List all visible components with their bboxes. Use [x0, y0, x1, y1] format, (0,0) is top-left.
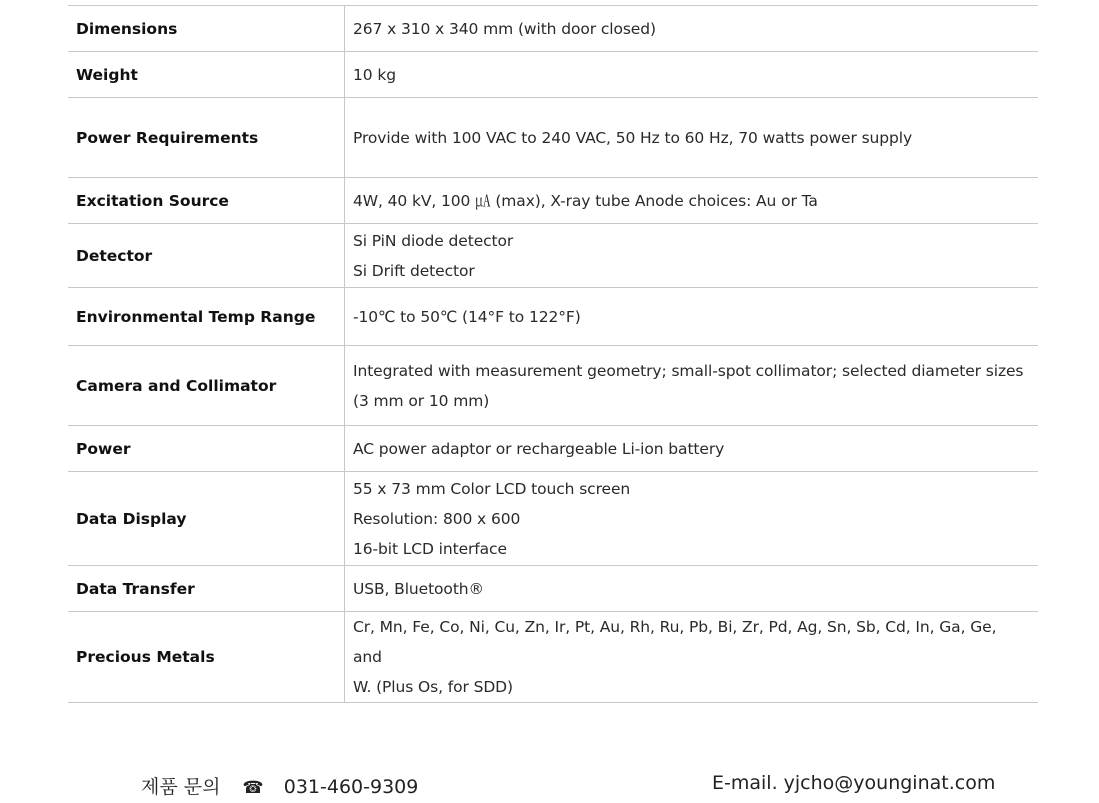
- spec-value: [345, 426, 1039, 472]
- spec-row: [68, 566, 1038, 612]
- spec-value-line: 4W, 40 kV, 100 ㎂ (max), X-ray tube Anode choices: Au or Ta: [353, 191, 818, 210]
- spec-value-line: Resolution: 800 x 600: [353, 509, 521, 528]
- spec-row: [68, 288, 1038, 346]
- spec-value: [345, 178, 1039, 224]
- spec-value-line: -10℃ to 50℃ (14°F to 122°F): [353, 307, 581, 326]
- spec-value-line: Si Drift detector: [353, 261, 475, 280]
- spec-row: [68, 426, 1038, 472]
- spec-label: Data Display: [68, 472, 345, 566]
- spec-value-line: Si PiN diode detector: [353, 231, 514, 250]
- spec-value: [345, 52, 1039, 98]
- spec-value-line: W. (Plus Os, for SDD): [353, 678, 513, 696]
- spec-label: Power: [68, 426, 345, 472]
- spec-row: [68, 98, 1038, 178]
- spec-label: Precious Metals: [68, 612, 345, 703]
- spec-value-line: 55 x 73 mm Color LCD touch screen: [353, 479, 631, 498]
- inquiry-label: 제품 문의: [141, 776, 221, 798]
- spec-value: [345, 224, 1039, 288]
- phone-number: 031-460-9309: [283, 776, 419, 798]
- spec-label: Environmental Temp Range: [68, 288, 345, 346]
- spec-row: [68, 6, 1038, 52]
- spec-value: [345, 6, 1039, 52]
- spec-value-line: 16-bit LCD interface: [353, 539, 507, 558]
- spec-row: [68, 178, 1038, 224]
- spec-value-line: AC power adaptor or rechargeable Li-ion battery: [353, 439, 725, 458]
- spec-label: Weight: [68, 52, 345, 98]
- spec-row: [68, 612, 1038, 703]
- email-address: E-mail. yjcho@younginat.com: [712, 772, 996, 794]
- spec-value-line: 267 x 310 x 340 mm (with door closed): [353, 19, 656, 38]
- spec-value: [345, 472, 1039, 566]
- contact-footer: [0, 768, 1099, 802]
- spec-label: Data Transfer: [68, 566, 345, 612]
- spec-label: Power Requirements: [68, 98, 345, 178]
- spec-label: Excitation Source: [68, 178, 345, 224]
- spec-table-body: [68, 6, 1038, 703]
- spec-value: [345, 566, 1039, 612]
- spec-value: [345, 98, 1039, 178]
- spec-label: Detector: [68, 224, 345, 288]
- spec-row: [68, 472, 1038, 566]
- spec-value-line: 10 kg: [353, 65, 396, 84]
- spec-table: [68, 5, 1038, 703]
- spec-value-line: Integrated with measurement geometry; small-spot collimator; selected diameter sizes: [353, 361, 1024, 380]
- spec-value: [345, 346, 1039, 426]
- spec-row: [68, 52, 1038, 98]
- spec-value-line: Provide with 100 VAC to 240 VAC, 50 Hz to 60 Hz, 70 watts power supply: [353, 128, 913, 147]
- spec-label: Camera and Collimator: [68, 346, 345, 426]
- spec-row: [68, 346, 1038, 426]
- spec-value-line: USB, Bluetooth®: [353, 579, 484, 598]
- spec-row: [68, 224, 1038, 288]
- spec-value: [345, 288, 1039, 346]
- spec-value-line: Cr, Mn, Fe, Co, Ni, Cu, Zn, Ir, Pt, Au, Rh, Ru, Pb, Bi, Zr, Pd, Ag, Sn, Sb, Cd, In, Ga, Ge, and: [353, 618, 997, 666]
- spec-label: Dimensions: [68, 6, 345, 52]
- phone-icon: ☎: [242, 778, 264, 798]
- spec-value: [345, 612, 1039, 703]
- product-inquiry: [141, 772, 418, 799]
- spec-value-line: (3 mm or 10 mm): [353, 391, 490, 410]
